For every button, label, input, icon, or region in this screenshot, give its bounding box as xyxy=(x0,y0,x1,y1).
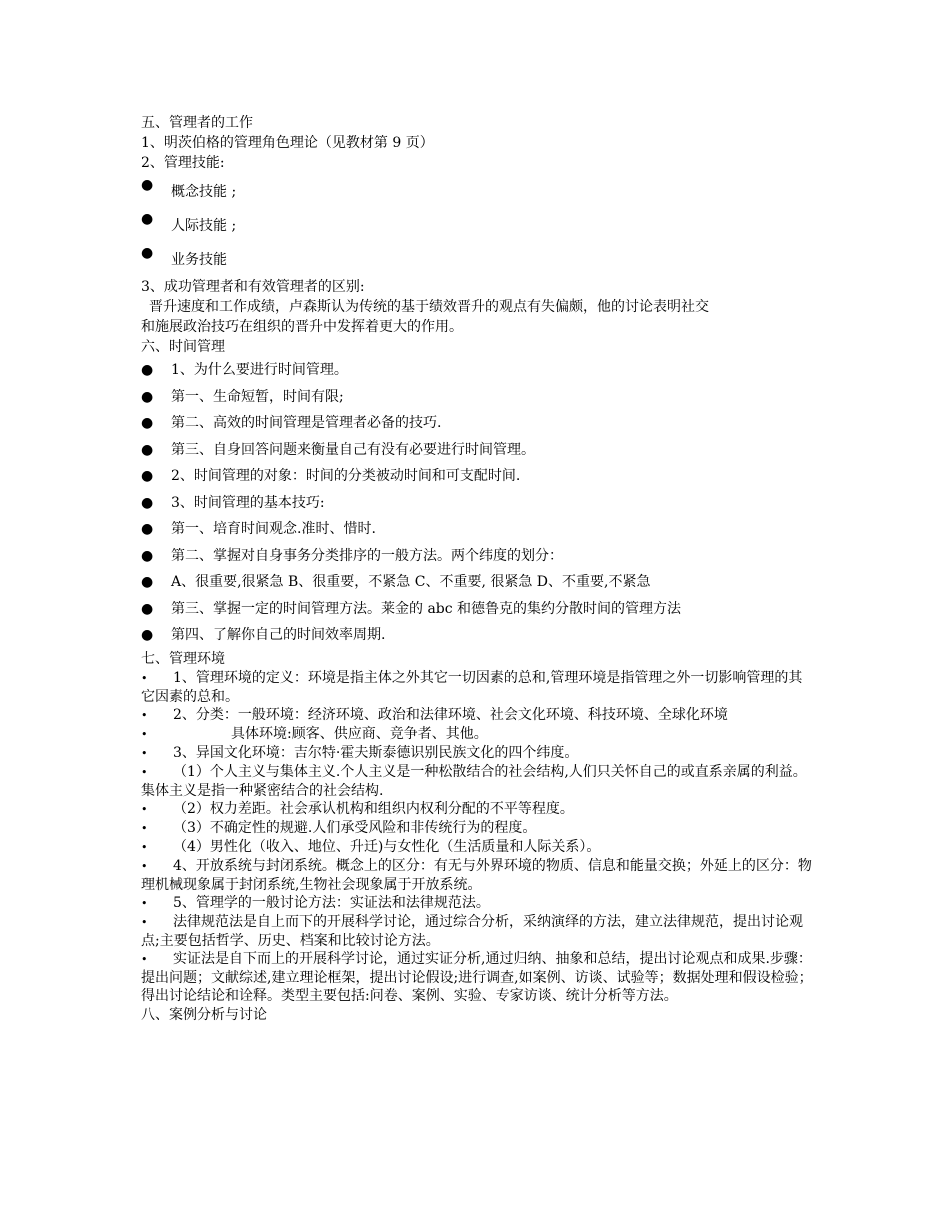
heading-5: 五、管理者的工作 xyxy=(141,115,253,131)
time-list-item xyxy=(141,463,813,490)
bullet-icon: • xyxy=(141,859,148,873)
bullet-icon: ● xyxy=(141,547,154,564)
environment-list-text: 3、异国文化环境：吉尔特·霍夫斯泰德识别民族文化的四个纬度。 xyxy=(173,744,579,761)
time-management-list xyxy=(141,357,813,649)
environment-list-item xyxy=(141,950,813,1005)
time-list-text: 1、为什么要进行时间管理。 xyxy=(171,362,348,378)
environment-list-text: 2、分类：一般环境：经济环境、政治和法律环境、社会文化环境、科技环境、全球化环境 xyxy=(173,706,728,723)
item-5-3: 3、成功管理者和有效管理者的区别: xyxy=(141,279,365,295)
bullet-icon: • xyxy=(141,896,148,910)
bullet-icon: • xyxy=(141,765,148,779)
environment-list-item xyxy=(141,669,813,706)
environment-list xyxy=(141,669,813,1005)
item-5-2: 2、管理技能: xyxy=(141,155,225,171)
environment-list-item xyxy=(141,706,813,725)
skill-item xyxy=(141,209,813,243)
bullet-icon: ● xyxy=(141,388,154,405)
time-list-item xyxy=(141,437,813,464)
time-list-text: 3、时间管理的基本技巧: xyxy=(171,494,325,511)
paragraph-line: 晋升速度和工作成绩，卢森斯认为传统的基于绩效晋升的观点有失偏颇，他的讨论表明社交 xyxy=(149,299,709,315)
time-list-text: 第二、掌握对自身事务分类排序的一般方法。两个纬度的划分： xyxy=(171,547,563,564)
time-list-text: 第四、了解你自己的时间效率周期. xyxy=(171,627,386,643)
document-page xyxy=(141,113,813,1025)
time-list-text: 第一、培育时间观念.准时、惜时. xyxy=(171,521,376,537)
item-5-1: 1、明茨伯格的管理角色理论（见教材第 9 页） xyxy=(141,135,434,151)
environment-list-text: （1）个人主义与集体主义.个人主义是一种松散结合的社会结构,人们只关怀自己的或直系亲属的利益。集体主义是指一种紧密结合的社会结构. xyxy=(141,763,807,799)
time-list-text: 第一、生命短暂，时间有限; xyxy=(171,388,344,405)
environment-list-text: 5、管理学的一般讨论方法：实证法和法律规范法。 xyxy=(173,894,490,911)
bullet-icon: • xyxy=(141,727,148,741)
time-list-item xyxy=(141,622,813,649)
bullet-icon: • xyxy=(141,915,148,929)
bullet-icon: ● xyxy=(141,177,154,193)
time-list-text: 2、时间管理的对象：时间的分类被动时间和可支配时间. xyxy=(171,468,521,484)
environment-list-item xyxy=(141,725,813,744)
environment-list-text: （4）男性化（收入、地位、升迁)与女性化（生活质量和人际关系）。 xyxy=(173,838,601,855)
environment-list-item xyxy=(141,894,813,913)
time-list-item xyxy=(141,384,813,411)
time-list-text: 第三、掌握一定的时间管理方法。莱金的 abc 和德鲁克的集约分散时间的管理方法 xyxy=(171,600,682,617)
bullet-icon: ● xyxy=(141,245,154,261)
heading-8: 八、案例分析与讨论 xyxy=(141,1006,267,1023)
bullet-icon: ● xyxy=(141,441,154,458)
bullet-icon: ● xyxy=(141,468,154,484)
time-list-item xyxy=(141,490,813,517)
environment-list-text: 具体环境:顾客、供应商、竞争者、其他。 xyxy=(231,725,488,742)
bullet-icon: • xyxy=(141,952,148,966)
environment-list-item xyxy=(141,913,813,950)
environment-list-text: 法律规范法是自上而下的开展科学讨论，通过综合分析，采纳演绎的方法，建立法律规范，提出讨论观点;主要包括哲学、历史、档案和比较讨论方法。 xyxy=(141,913,803,949)
bullet-icon: ● xyxy=(141,211,154,227)
environment-list-item xyxy=(141,838,813,857)
bullet-icon: • xyxy=(141,802,148,816)
bullet-icon: • xyxy=(141,708,148,722)
skill-item xyxy=(141,243,813,277)
bullet-icon: ● xyxy=(141,362,154,378)
heading-7: 七、管理环境 xyxy=(141,650,225,667)
bullet-icon: • xyxy=(141,821,148,835)
time-list-item xyxy=(141,410,813,437)
bullet-icon: • xyxy=(141,840,148,854)
environment-list-item xyxy=(141,744,813,763)
bullet-icon: ● xyxy=(141,415,154,431)
environment-list-text: （3）不确定性的规避.人们承受风险和非传统行为的程度。 xyxy=(173,819,537,836)
environment-list-item xyxy=(141,819,813,838)
skill-text: 概念技能 ; xyxy=(171,184,237,200)
bullet-icon: ● xyxy=(141,574,154,590)
time-list-item xyxy=(141,516,813,543)
environment-list-item xyxy=(141,857,813,894)
environment-list-text: 1、管理环境的定义：环境是指主体之外其它一切因素的总和,管理环境是指管理之外一切影响管理的其它因素的总和。 xyxy=(141,669,803,705)
time-list-item xyxy=(141,596,813,623)
skill-item xyxy=(141,175,813,209)
time-list-item xyxy=(141,569,813,596)
environment-list-text: 4、开放系统与封闭系统。概念上的区分：有无与外界环境的物质、信息和能量交换；外延上的区分：物理机械现象属于封闭系统,生物社会现象属于开放系统。 xyxy=(141,857,812,893)
bullet-icon: • xyxy=(141,671,148,685)
time-list-text: 第二、高效的时间管理是管理者必备的技巧. xyxy=(171,415,442,431)
time-list-text: 第三、自身回答问题来衡量自己有没有必要进行时间管理。 xyxy=(171,441,535,458)
bullet-icon: ● xyxy=(141,521,154,537)
skill-text: 业务技能 xyxy=(171,252,227,268)
bullet-icon: ● xyxy=(141,600,154,617)
bullet-icon: ● xyxy=(141,627,154,643)
time-list-text: A、很重要,很紧急 B、很重要，不紧急 C、不重要, 很紧急 D、不重要,不紧急 xyxy=(171,574,651,590)
environment-list-text: （2）权力差距。社会承认机构和组织内权利分配的不平等程度。 xyxy=(173,800,574,817)
environment-list-item xyxy=(141,763,813,800)
environment-list-text: 实证法是自下而上的开展科学讨论，通过实证分析,通过归纳、抽象和总结，提出讨论观点和成果.步骤：提出问题；文献综述,建立理论框架，提出讨论假设;进行调查,如案例、访谈、试验等；数据处理和假设检验；得出讨论结论和诠释。类型主要包括:问卷、案例、实验、专家访谈、统计分析等方法。 xyxy=(141,950,813,1004)
time-list-item xyxy=(141,357,813,384)
skill-text: 人际技能 ; xyxy=(171,218,237,234)
time-list-item xyxy=(141,543,813,570)
environment-list-item xyxy=(141,800,813,819)
heading-6: 六、时间管理 xyxy=(141,339,225,355)
bullet-icon: • xyxy=(141,746,148,760)
bullet-icon: ● xyxy=(141,494,154,511)
paragraph-line: 和施展政治技巧在组织的晋升中发挥着更大的作用。 xyxy=(141,319,463,335)
